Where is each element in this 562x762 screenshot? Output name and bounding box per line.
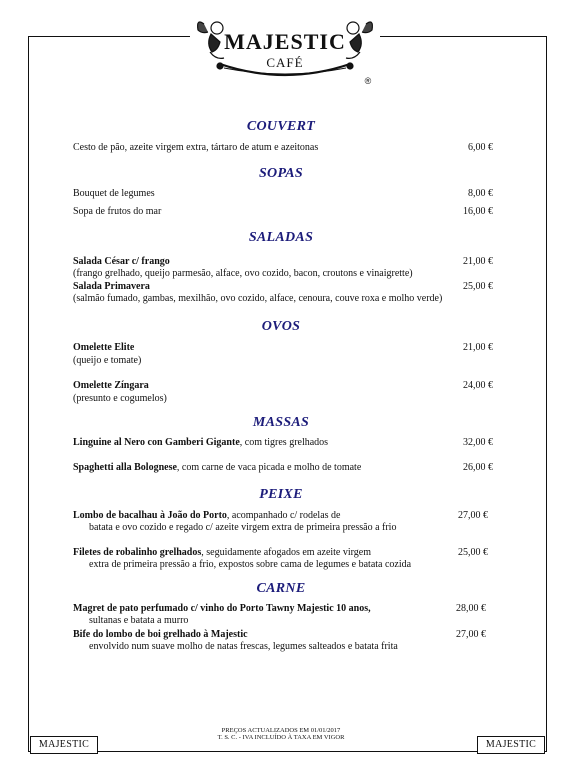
section-title-peixe: PEIXE	[259, 487, 303, 502]
item-name: Magret de pato perfumado c/ vinho do Porto Tawny Majestic 10 anos,	[73, 603, 371, 614]
item-price: 25,00 €	[458, 547, 488, 558]
item-name: Bife do lombo de boi grelhado à Majestic	[73, 629, 248, 640]
item-name: Salada César c/ frango	[73, 256, 170, 267]
item-name: Filetes de robalinho grelhados	[73, 547, 202, 558]
registered-mark: ®	[364, 76, 372, 86]
item-detail: , acompanhado c/ rodelas de	[226, 510, 341, 521]
item-description: sultanas e batata a murro	[89, 615, 189, 626]
item-name-line	[73, 510, 340, 522]
item-name: Omelette Zíngara	[73, 380, 149, 391]
item-price: 21,00 €	[463, 256, 493, 267]
item-price: 28,00 €	[456, 603, 486, 614]
item-description: envolvido num suave molho de natas frescas, legumes salteados e batata frita	[89, 641, 398, 652]
item-description: extra de primeira pressão a frio, expostos sobre cama de legumes e batata cozida	[89, 559, 412, 570]
item-price: 25,00 €	[463, 281, 493, 292]
brand-badge-left: MAJESTIC	[30, 736, 98, 754]
item-detail: , com tigres grelhados	[239, 437, 329, 448]
item-name: Bouquet de legumes	[73, 188, 155, 199]
item-price: 6,00 €	[468, 142, 493, 153]
section-title-ovos: OVOS	[261, 319, 301, 334]
section-title-couvert: COUVERT	[246, 119, 316, 134]
item-description: (presunto e cogumelos)	[73, 393, 167, 404]
logo-brand-text: MAJESTIC	[224, 29, 346, 54]
footer-price-date: PREÇOS ACTUALIZADOS EM 01/01/2017	[221, 727, 341, 734]
item-price: 27,00 €	[456, 629, 486, 640]
item-name: Cesto de pão, azeite virgem extra, tártaro de atum e azeitonas	[73, 142, 319, 153]
item-name: Sopa de frutos do mar	[73, 206, 162, 217]
item-name: Lombo de bacalhau à João do Porto	[73, 510, 227, 521]
item-name-line	[73, 547, 371, 559]
item-detail: , seguidamente afogados em azeite virgem	[201, 547, 372, 558]
item-detail: , com carne de vaca picada e molho de tomate	[176, 462, 362, 473]
cherub-logo-graphic	[190, 14, 380, 88]
item-name: Omelette Elite	[73, 342, 135, 353]
item-price: 26,00 €	[463, 462, 493, 473]
section-title-saladas: SALADAS	[248, 230, 314, 245]
item-name-line	[73, 462, 361, 474]
section-title-carne: CARNE	[256, 581, 306, 596]
item-description: (queijo e tomate)	[73, 355, 142, 366]
item-name-line	[73, 437, 328, 449]
section-title-sopas: SOPAS	[258, 166, 304, 181]
item-description: (salmão fumado, gambas, mexilhão, ovo cozido, alface, cenoura, couve roxa e molho verde)	[73, 293, 443, 304]
item-price: 32,00 €	[463, 437, 493, 448]
item-price: 27,00 €	[458, 510, 488, 521]
item-name: Salada Primavera	[73, 281, 150, 292]
majestic-cafe-logo	[190, 14, 380, 88]
item-price: 21,00 €	[463, 342, 493, 353]
footer-tax-note: T. S. C. - IVA INCLUÍDO À TAXA EM VIGOR	[217, 734, 345, 741]
item-description: batata e ovo cozido e regado c/ azeite virgem extra de primeira pressão a frio	[89, 522, 397, 533]
item-price: 16,00 €	[463, 206, 493, 217]
brand-badge-right: MAJESTIC	[477, 736, 545, 754]
section-title-massas: MASSAS	[252, 415, 310, 430]
item-name: Spaghetti alla Bolognese	[73, 462, 177, 473]
item-name: Linguine al Nero con Gamberi Gigante	[73, 437, 240, 448]
item-price: 24,00 €	[463, 380, 493, 391]
logo-cafe-text: CAFÉ	[266, 55, 304, 70]
item-description: (frango grelhado, queijo parmesão, alface, ovo cozido, bacon, croutons e vinaigrette)	[73, 268, 413, 279]
item-price: 8,00 €	[468, 188, 493, 199]
